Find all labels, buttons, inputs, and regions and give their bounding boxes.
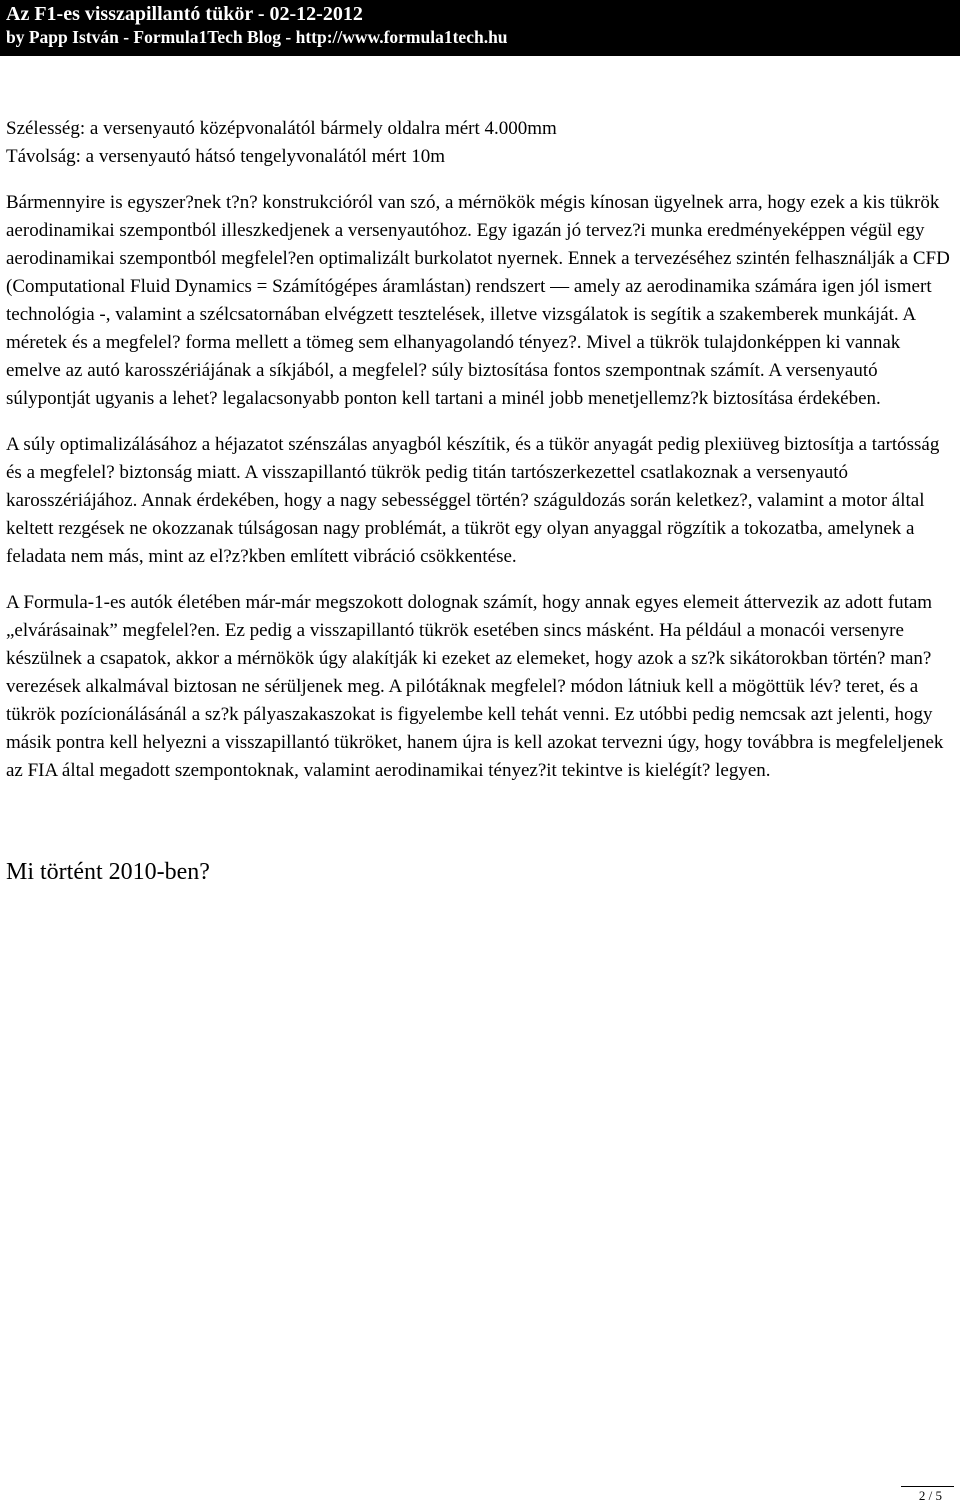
paragraph-aerodynamics: Bármennyire is egyszer?nek t?n? konstrukcióról van szó, a mérnökök mégis kínosan ügyelnek arra, hogy ezek a kis tükrök aerodinamikai szempontból illeszkedjenek a versenyautóhoz. Egy igazán jó tervez?i munka eredményeképpen végül egy aerodinamikai szempontból megfelel?en optimalizált burkolatot nyernek. Ennek a tervezéséhez szintén felhasználják a CFD (Computational Fluid Dynamics = Számítógépes áramlástan) rendszert — amely az aerodinamika számára igen jól ismert technológia -, valamint a szélcsatornában elvégzett tesztelések, illetve vizsgálatok is segítik a szakemberek munkáját. A méretek és a megfelel? forma mellett a tömeg sem elhanyagolandó tényez?. Mivel a tükrök tulajdonképpen ki vannak emelve az autó karosszériájának a síkjából, a megfelel? súly biztosítása fontos szempontnak számít. A versenyautó súlypontját ugyanis a lehet? legalacsonyabb ponton kell tartani a minél jobb menetjellemz?k biztosítása érdekében. <box>6 192 950 409</box>
author-byline: by Papp István - Formula1Tech Blog - http://www.formula1tech.hu <box>6 27 508 47</box>
spec-distance-line: Távolság: a versenyautó hátsó tengelyvonalától mért 10m <box>6 146 445 167</box>
page-header <box>0 0 960 56</box>
article-body <box>6 115 956 887</box>
page-number: 2 / 5 <box>918 1488 942 1503</box>
footer-divider <box>901 1486 954 1487</box>
section-heading: Mi történt 2010-ben? <box>6 859 210 885</box>
paragraph-track-adaptation: A Formula-1-es autók életében már-már megszokott dolognak számít, hogy annak egyes elemeit áttervezik az adott futam „elvárásainak” megfelel?en. Ez pedig a visszapillantó tükrök esetében sincs másként. Ha például a monacói versenyre készülnek a csapatok, akkor a mérnökök úgy alakítják ki ezeket az elemeket, hogy azok a sz?k sikátorokban történ? man?verezések alkalmával biztosan ne sérüljenek meg. A pilótáknak megfelel? módon látniuk kell a mögöttük lév? teret, és a tükrök pozícionálásánál a sz?k pályaszakaszokat is figyelembe kell tehát venni. Ez utóbbi pedig nemcsak azt jelenti, hogy másik pontra kell helyezni a visszapillantó tükröket, hanem újra is kell azokat tervezni úgy, hogy továbbra is megfeleljenek az FIA által megadott szempontoknak, valamint aerodinamikai tényez?it tekintve is kielégít? legyen. <box>6 592 944 781</box>
document-title: Az F1-es visszapillantó tükör - 02-12-2012 <box>6 3 363 25</box>
spec-width-line: Szélesség: a versenyautó középvonalától bármely oldalra mért 4.000mm <box>6 118 557 139</box>
paragraph-materials: A súly optimalizálásához a héjazatot szénszálas anyagból készítik, és a tükör anyagát pedig plexiüveg biztosítja a tartósság és a megfelel? biztonság miatt. A visszapillantó tükrök pedig titán tartószerkezettel csatlakoznak a versenyautó karosszériájához. Annak érdekében, hogy a nagy sebességgel történ? száguldozás során keletkez?, valamint a motor által keltett rezgések ne okozzanak túlságosan nagy problémát, a tükröt egy olyan anyaggal rögzítik a tokozatba, amelynek a feladata nem más, mint az el?z?kben említett vibráció csökkentése. <box>6 434 940 567</box>
